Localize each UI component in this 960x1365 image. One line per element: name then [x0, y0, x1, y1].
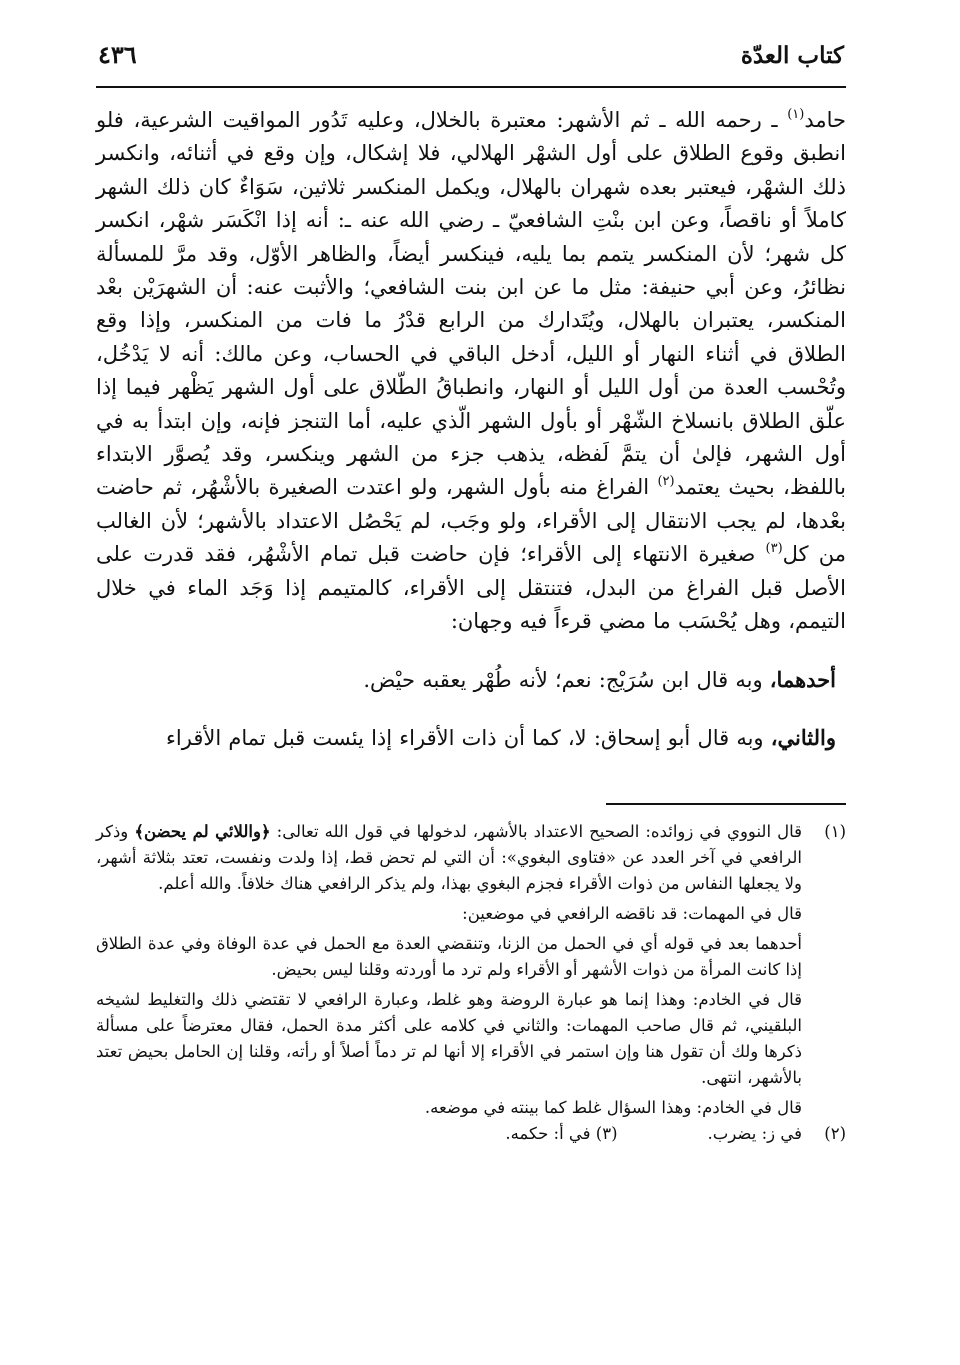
- main-paragraph: [96, 104, 846, 639]
- quran-quote: ﴿واللائي لم يحضن﴾: [134, 822, 271, 842]
- second-opinion: [96, 721, 846, 755]
- page-number: ٤٣٦: [98, 40, 137, 69]
- footnotes: [96, 819, 846, 1147]
- footnote-2-3: [96, 1121, 846, 1147]
- footnote-paragraph: أحدهما بعد في قوله أي في الحمل من الزنا، وتنقضي العدة مع الحمل في عدة الوفاة وفي عدة الطلاق إذا كانت المرأة من ذوات الأشهر أو الأقراء ولم ترد ما أوردته وقلنا ليس بحيض.: [96, 934, 802, 980]
- running-header: [96, 40, 846, 80]
- main-text-segment: الفراغ منه بأول الشهر، ولو اعتدت الصغيرة بالأشْهُر، ثم حاضت بعْدها، لم يجب الانتقال إلى الأقراء، ولو وجَب، لم يَحْصُل الاعتداد بالأشهر؛ لأن الغالب من كل: [96, 475, 846, 567]
- main-text-segment: صغيرة الانتهاء إلى الأقراء؛ فإن حاضت قبل تمام الأشْهُر، فقد قدرت على الأصل قبل الفراغ من البدل، فتنتقل إلى الأقراء، كالمتيمم إذا وَجَد الماء في خلال التيمم، وهل يُحْسَب ما مضي قرءاً فيه وجهان:: [96, 542, 846, 634]
- header-rule: [96, 86, 846, 88]
- second-opinion-lead: والثاني،: [770, 724, 836, 750]
- footnote-paragraph: قال في الخادم: وهذا إنما هو عبارة الروضة وهو غلط، وعبارة الرافعي لا تقتضي ذلك والتغليط لشيخه البلقيني، ثم قال صاحب المهمات: والثاني في كلامه على أكثر مدة الحمل، فقال معترضاً على مسألة ذكرها ولك أن تقول هنا وإن استمر في الأقراء إلا أنها لم تر دماً أصلاً أو رأته، وقلنا إن الحامل بحيض تعتد بالأشهر، انتهى.: [96, 990, 802, 1088]
- first-opinion: [96, 663, 846, 697]
- footnote-3-text: في أ: حكمه.: [505, 1124, 591, 1144]
- footnote-number: (١): [824, 822, 846, 842]
- first-opinion-lead: أحدهما،: [769, 666, 836, 692]
- footnote-1: [96, 819, 846, 1121]
- footnote-paragraph: قال في الخادم: وهذا السؤال غلط كما بينته في موضعه.: [424, 1098, 802, 1118]
- footnotes-separator: [606, 803, 846, 805]
- footnote-2-text: في ز: يضرب.: [707, 1124, 802, 1144]
- footnote-text: قال النووي في زوائده: الصحيح الاعتداد بالأشهر، لدخولها في قول الله تعالى:: [270, 822, 802, 842]
- footnote-body: [96, 819, 802, 1121]
- footnote-paragraph: قال في المهمات: قد ناقضه الرافعي في موضعين:: [462, 904, 802, 924]
- footnote-body: [96, 1121, 802, 1147]
- chapter-title: كتاب العدّة: [740, 42, 844, 69]
- footnote-number: (٢): [824, 1124, 846, 1144]
- first-opinion-text: وبه قال ابن سُرَيْج: نعم؛ لأنه طُهْر يعقبه حيْض.: [363, 667, 770, 692]
- footnote-3: [505, 1121, 617, 1147]
- second-opinion-text: وبه قال أبو إسحاق: لا، كما أن ذات الأقراء إذا يئست قبل تمام الأقراء: [166, 725, 771, 750]
- footnote-text: وذكر الرافعي في آخر العدد عن «فتاوى البغوي»: أن التي لم تحض قط، إذا ولدت ونفست، تعتد بثلاثة أشهر، ولا يجعلها النفاس من ذوات الأقراء فجزم البغوي بهذا، ولم يذكر الرافعي هناك خلافاً. والله أعلم.: [96, 822, 802, 894]
- main-text: [96, 104, 846, 755]
- footnote-3-number: (٣): [595, 1124, 618, 1144]
- footnote-paragraph: [96, 819, 802, 897]
- main-text-segment: حامد: [804, 108, 846, 132]
- footnote-ref-2: (٢): [657, 474, 675, 490]
- main-text-segment: ـ رحمه الله ـ ثم الأشهر: معتبرة بالخلال، وعليه تَدُور المواقيت الشرعية، فلو انطبق وقوع الطلاق على أول الشهْر الهلالي، فلا إشكال، وإن وقع في أثنائه، وانكسر ذلك الشهْر، فيعتبر بعده شهران بالهلال، ويكمل المنكسر ثلاثين، سَوَاءٌ كان ذلك الشهر كاملاً أو ناقصاً، وعن ابن بنْتِ الشافعيّ ـ رضي الله عنه ـ: أنه إذا انْكَسَر شهْر، انكسر كل شهر؛ لأن المنكسر يتمم بما يليه، فينكسر أيضاً، والظاهر الأوّل، وقد مرَّ للمسألة نظائرُ، وعن أبي حنيفة: مثل ما عن ابن بنت الشافعي؛ والأثبت عنه: أن الشهرَيْن بعْد المنكسر، يعتبران بالهلال، ويُتَدارك من الرابع قدْرُ ما فات من المنكسر، وإذا وقع الطلاق في أثناء النهار أو الليل، أدخل الباقي في الحساب، وعن مالك: أنه لا يَدْخُل، وتُحْسب العدة من أول الليل أو النهار، وانطباقُ الطّلاق على أول الشهر يَظْهر فيما إذا علّق الطلاق بانسلاخ الشّهْر أو بأول الشهر الّذي عليه، أما التنجز فإنه، وإن ابتدأ به في أول الشهر، فإلىٰ أن يتمَّ لَفظه، يذهب جزء من الشهر وينكسر، وقد يُصوَّر الابتداء باللفظ، بحيث يعتمد: [96, 108, 847, 500]
- book-page: [96, 40, 846, 1330]
- footnote-ref-1: (١): [787, 107, 805, 122]
- footnote-ref-3: (٣): [765, 541, 783, 557]
